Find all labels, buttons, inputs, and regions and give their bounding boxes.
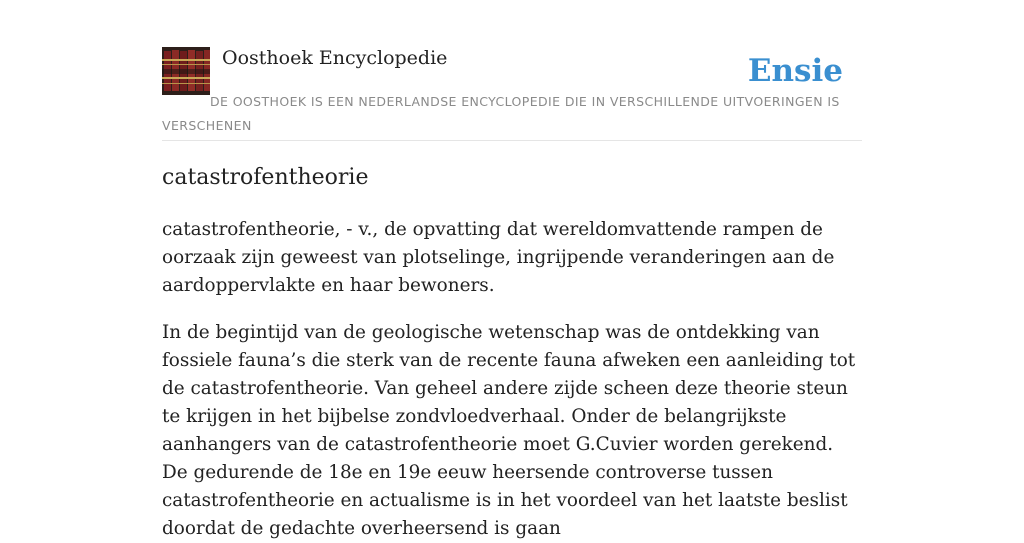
- article: [162, 162, 862, 543]
- site-header: [162, 46, 862, 141]
- ensie-logo-link[interactable]: Ensie: [747, 53, 843, 89]
- encyclopedia-books-icon[interactable]: [162, 47, 210, 95]
- article-title: catastrofentheorie: [162, 165, 369, 190]
- avatar-image: [162, 47, 210, 95]
- source-tagline: DE OOSTHOEK IS EEN NEDERLANDSE ENCYCLOPEDIE DIE IN VERSCHILLENDE UITVOERINGEN IS VERSCHENEN: [162, 94, 840, 133]
- source-name-link[interactable]: Oosthoek Encyclopedie: [222, 47, 448, 69]
- article-paragraph: In de begintijd van de geologische wetenschap was de ontdekking van fossiele fauna’s die sterk van de recente fauna afweken een aanleiding tot de catastrofentheorie. Van geheel andere zijde scheen deze theorie steun te krijgen in het bijbelse zondvloedverhaal. Onder de belangrijkste aanhangers van de catastrofentheorie moet G.Cuvier worden gerekend. De gedurende de 18e en 19e eeuw heersende controverse tussen catastrofentheorie en actualisme is in het voordeel van het laatste beslist doordat de gedachte overheersend is gaan: [162, 322, 856, 539]
- article-paragraph: catastrofentheorie, - v., de opvatting dat wereldomvattende rampen de oorzaak zijn geweest van plotselinge, ingrijpende veranderingen aan de aardoppervlakte en haar bewoners.: [162, 219, 835, 296]
